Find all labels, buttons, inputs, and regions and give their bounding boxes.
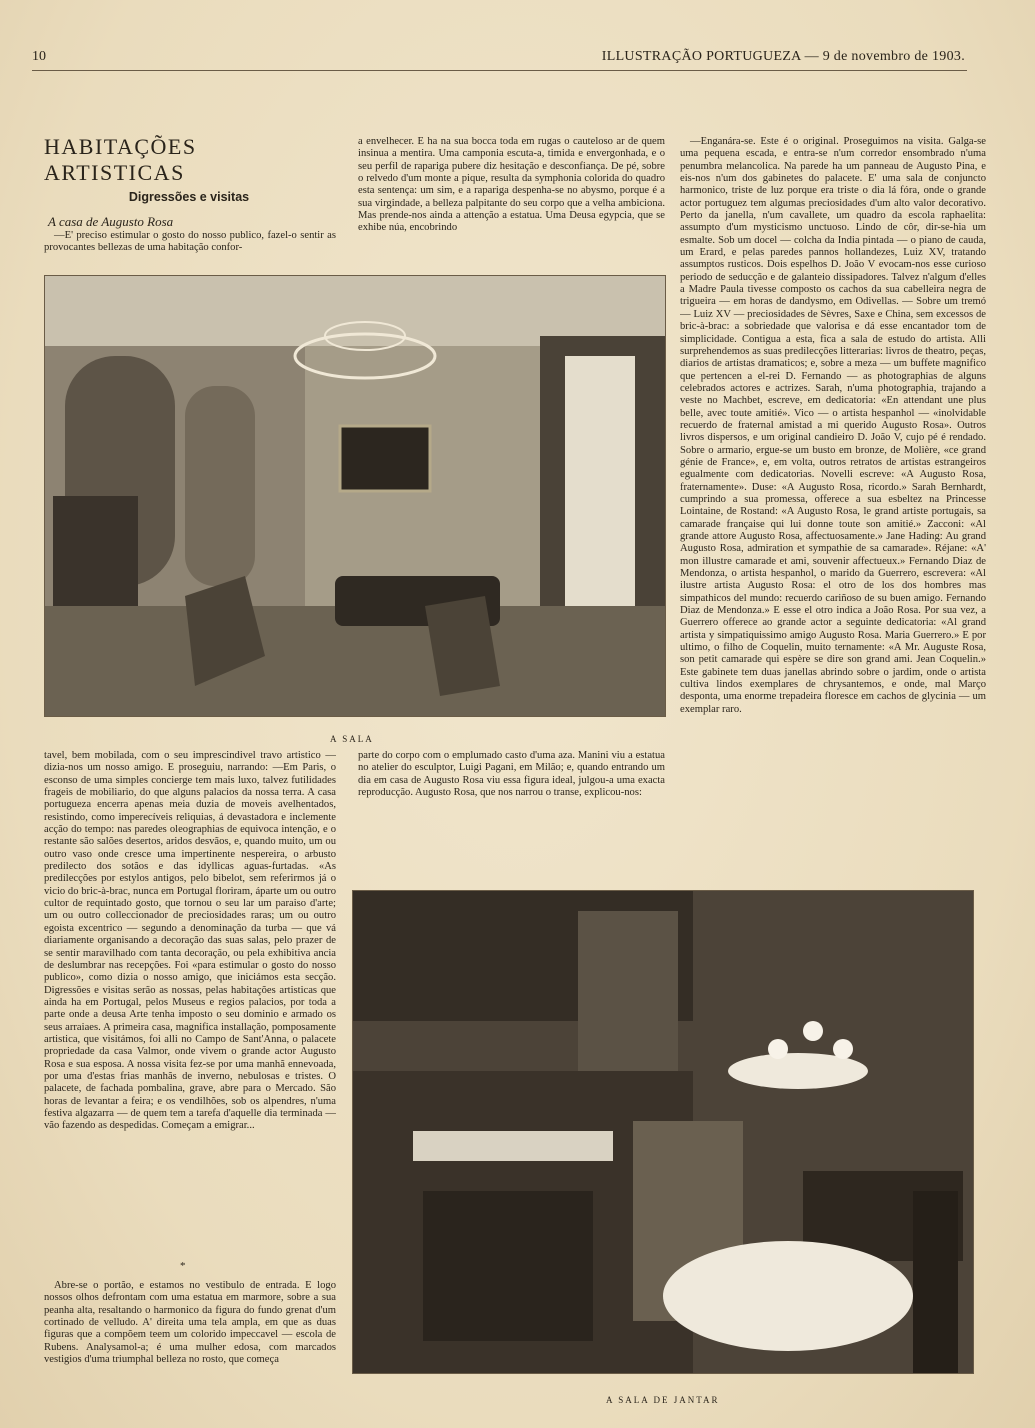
header-rule xyxy=(32,70,967,71)
caption-sala-de-jantar: A SALA DE JANTAR xyxy=(606,1395,720,1405)
running-header: ILLUSTRAÇÃO PORTUGUEZA — 9 de novembro de 1903. xyxy=(601,49,965,64)
photo-sala-de-jantar xyxy=(352,890,974,1374)
column-1-top-text: —E' preciso estimular o gosto do nosso publico, fazel-o sentir as provocantes bellezas de uma habitação confor- xyxy=(44,230,336,254)
column-1-bottom-text: tavel, bem mobilada, com o seu imprescindivel travo artistico — dizia-nos um nosso amigo. E proseguiu, narrando: —Em Paris, o esconso de uma simples concierge tem mais luxo, talvez futilidades frageis de mobiliario, do que alguns palacios da nossa terra. A casa portugueza encerra apenas meia duzia de moveis avelhentados, resistindo, como imperecíveis reliquias, á devastadora e inclemente acção do tempo: nas paredes oleographias de equivoca intenção, e o restante são salões desertos, aridos desvãos, e, quando muito, um ou outro vaso onde cresce uma impertinente nespereira, o arbusto predilecto dos sotãos e das idyllicas aguas-furtadas. «As predilecções por estylos antigos, pelo bibelot, sem referirmos já o vicio do bric-à-brac, nunca em Portugal floriram, áparte um ou outro cultor de requintado gosto, que tornou o seu lar um paraiso d'arte; um ou outro colleccionador de preciosidades raras; um ou outro egoista excentrico — segundo a denominação da turba — que vá diariamente organisando a decoração das suas salas, pelo prazer de se sentir maravilhado com tanta decoração, ou pela exhibitiva ancia de deslumbrar nas recepções. Foi «para estimular o gosto do nosso publico», como dizia o nosso amigo, que iniciámos esta secção. Digressões e visitas serão as nossas, pelas habitações artisticas que ainda ha em Portugal, pelos Museus e regios palacios, por toda a parte onde a deusa Arte tenha imposto o seu dominio e armado os seus arraiaes. A primeira casa, magnifica installação, pomposamente artistica, que visitámos, foi alli no Campo de Sant'Anna, o palacete propriedade da casa Valmor, onde vivem o grande actor Augusto Rosa e sua esposa. A nossa visita fez-se por uma manhã ennevoada, por uma d'estas frias manhãs de inverno, nebulosas e tristes. O palacete, de fachada pombalina, grave, abre para o Mercado. São horas de levantar a feira; e os vendilhões, sob os alpendres, n'uma festiva algazarra — de quem tem a tarefa d'aquelle dia terminada — vão fazendo as despedidas. Começam a emigrar... xyxy=(44,750,336,1132)
column-2-top-text: a envelhecer. E ha na sua bocca toda em rugas o cauteloso ar de quem insinua a mentira. Uma camponia escuta-a, timida e envergonhada, e o seu perfil de rapariga pubere diz hesitação e desconfiança. De pé, sobre o relvedo d'um monte a pique, resulta da symphonia colorida do quadro esta sentença: um sim, e a rapariga despenha-se no abysmo, porque é a sua virgindade, a belleza palpitante do seu corpo que a velha ambiciona. Mas prende-nos ainda a attenção a estatua. Uma Deusa egypcia, que se exhibe núa, encobrindo xyxy=(358,136,665,234)
section-break-asterisk: * xyxy=(180,1260,186,1272)
caption-a-sala: A SALA xyxy=(330,734,374,744)
column-1-last-text: Abre-se o portão, e estamos no vestibulo de entrada. E logo nossos olhos defrontam com uma estatua em marmore, sobre a sua peanha alta, resaltando o harmonico da figura do fundo grenat d'um cortinado de velludo. A' direita uma tela ampla, em que as duas figuras que a compõem teem um colorido impeccavel — escola de Rubens. Analysamol-a; é uma mulher edosa, com marcados vestigios d'uma triumphal belleza no rosto, que começa xyxy=(44,1280,336,1366)
column-3-text: —Enganára-se. Este é o original. Proseguimos na visita. Galga-se uma pequena escada, e entra-se n'um corredor ensombrado n'uma penumbra melancolica. Na parede ha um panneau de Augusto Pina, e eis-nos n'um dos gabinetes do palacete. E' uma sala de conjuncto harmonico, triste de luz porque era triste o dia lá fóra, onde o grande actor portuguez tem algumas preciosidades d'um alto valor decorativo. Perto da janella, n'um cavallete, um quadro da escola raphaelita: assumpto d'um mysticismo unctuoso. Lindo de côr, dir-se-hia um esmalte. Sob um docel — colcha da India pintada — o piano de cauda, um Erard, e pelas paredes pannos hollandezes, Luiz XV, tratando assumptos rusticos. Dois espelhos D. João V evocam-nos esse curioso periodo de seducção e de galanteio dissipadores. Talvez n'algum d'elles a Madre Paula tivesse composto os cachos da sua cabelleira negra de trigueira — em horas de dandysmo, em Odivellas. — Sobre um tremó — Luiz XV — preciosidades de Sèvres, Saxe e China, sem excessos de bric-à-brac: a sobriedade que valorisa e dá esse encantador tom de simplicidade. Contigua a esta, fica a sala de estudo do artista. Alli surprehendemos as suas predilecções litterarias: livros de theatro, peças, diarios de artistas dramaticos; e, sobre a meza — um buffete magnifico que pertencen a el-rei D. Fernando — as photographias de alguns celebrados actores e actrizes. Sarah, n'uma photographia, trajando a veste no Machbet, escreve, em dedicatoria: «En attendant une plus belle, avec toute amitié». Vico — o artista hespanhol — «inolvidable recuerdo de fraternal amistad a mi querido Augusto Rosa». Outros livros dispersos, e um original candieiro D. João V, cujo pé é rendado. Sobre o armario, ergue-se um busto em bronze, de Molière, «ce grand génie de France», e, em volta, outros retratos de artistas estrangeiros egualmente com dedicatorias. Novelli escreve: «A Augusto Rosa, fraternamente». Duse: «A Augusto Rosa, ricordo.» Sarah Bernhardt, cumprindo a sua promessa, offerece a sua esbeltez na Princesse Lointaine, de Rostand: «A Augusto Rosa, le grand artiste portugais, sa camarade française qui lui donne toute son amitié.» Zacconi: «Al grande attore Augusto Rosa, affectuosamente.» Jane Hading: Au grand Augusto Rosa, admiration et sympathie de sa camarade». Réjane: «A' mon illustre camarade et ami, souvenir affectueux.» Fernando Diaz de Mendonza, o artista hespanhol, o marido da Guerrero, escrevera: «Al ilustre artista Augusto Rosa: el otro de los dos hombres mas simpathicos del mundo: recuerdo cariñoso de su buen amigo. Fernando Diaz de Mendonza.» E esse el otro indica a João Rosa. Por sua vez, a Guerrero offerece ao grande actor a seguinte dedicatoria: «Al grand artista y simpatiquissimo amigo Augusto Rosa. Maria Guerrero.» E por ultimo, o filho de Coquelin, muito ternamente: «A Mr. Auguste Rosa, son petit camarade qui espère se dire son grand ami. Jean Coquelin.» Este gabinete tem duas janellas abrindo sobre o jardim, onde o artista cultiva lindos exemplares de chrysantemos, e onde, mal Março desponta, uma enorme trepadeira floresce em cachos de glycinia — um exemplar raro. xyxy=(680,136,986,715)
article-title: HABITAÇÕES ARTISTICAS xyxy=(44,134,197,185)
column-2-bottom-text: parte do corpo com o emplumado casto d'uma aza. Manini viu a estatua no atelier do esculptor, Luigi Pagani, em Milão; e, quando entrando um dia em casa de Augusto Rosa viu essa figura ideal, julgou-a uma exacta reproducção. Augusto Rosa, que nos narrou o transe, explicou-nos: xyxy=(358,750,665,799)
page-number: 10 xyxy=(32,49,46,64)
section-heading: A casa de Augusto Rosa xyxy=(48,214,174,229)
photo-a-sala xyxy=(44,275,666,717)
article-subtitle: Digressões e visitas xyxy=(128,190,250,204)
